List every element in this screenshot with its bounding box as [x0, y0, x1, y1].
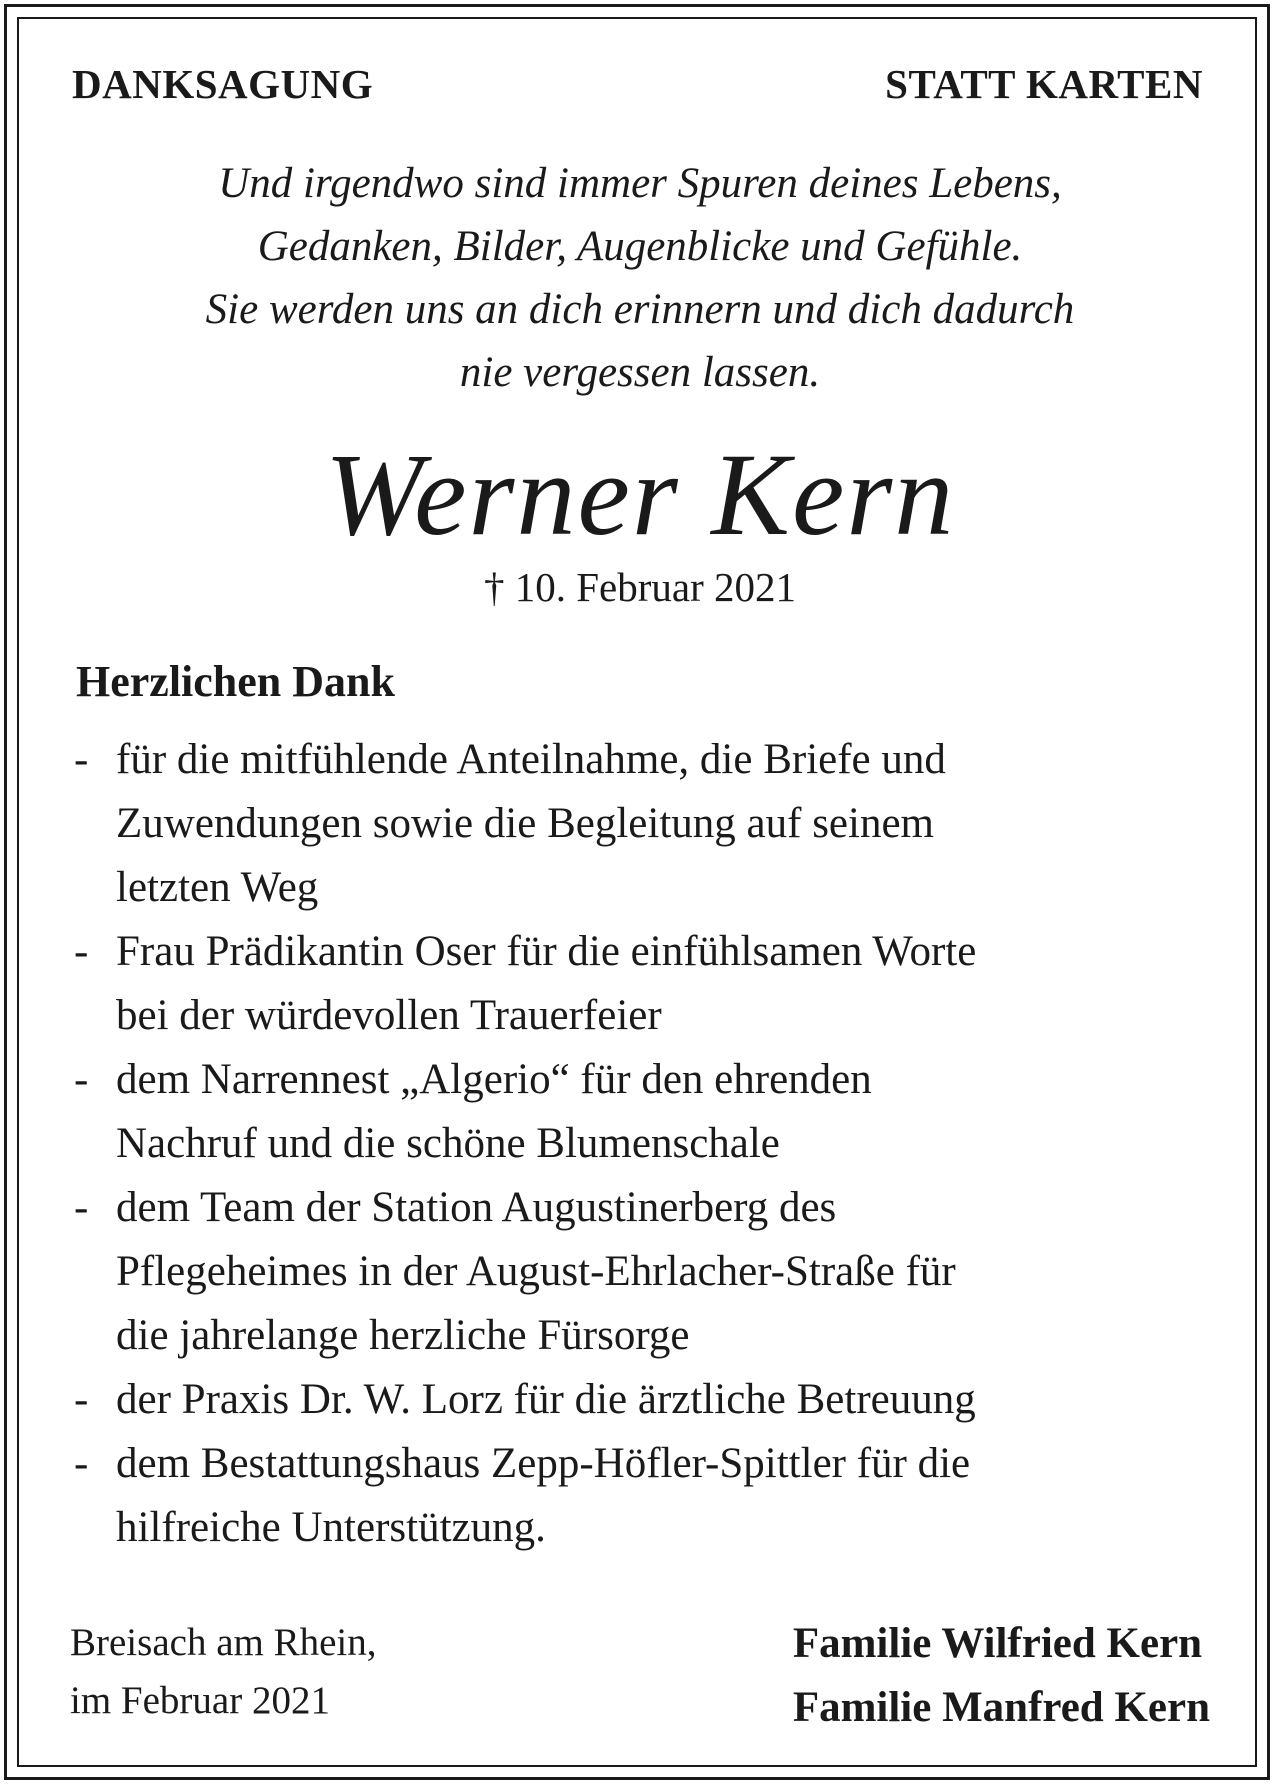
- bullet-dash: -: [74, 1056, 89, 1103]
- signature-line: Familie Manfred Kern: [792, 1684, 1210, 1731]
- thanks-item: [74, 1048, 1214, 1176]
- poem-line: Und irgendwo sind immer Spuren deines Lebens,: [218, 160, 1062, 207]
- bullet-dash: -: [74, 736, 89, 783]
- deceased-name: Werner Kern: [324, 429, 956, 560]
- thanks-item-line: der Praxis Dr. W. Lorz für die ärztliche Betreuung: [116, 1376, 976, 1423]
- thanks-item: [74, 1368, 1214, 1432]
- thanks-list: [74, 728, 1214, 1560]
- thanks-item-line: hilfreiche Unterstützung.: [116, 1504, 546, 1551]
- bullet-dash: -: [74, 928, 89, 975]
- thanks-item-line: Nachruf und die schöne Blumenschale: [116, 1120, 780, 1167]
- bullet-dash: -: [74, 1184, 89, 1231]
- poem-line: Gedanken, Bilder, Augenblicke und Gefühle.: [257, 223, 1023, 270]
- thanks-item: [74, 920, 1214, 1048]
- signature-line: Familie Wilfried Kern: [792, 1620, 1203, 1667]
- header-danksagung: DANKSAGUNG: [72, 61, 374, 107]
- thanks-item-line: dem Narrennest „Algerio“ für den ehrenden: [116, 1056, 872, 1103]
- bullet-dash: -: [74, 1440, 89, 1487]
- date-line: im Februar 2021: [70, 1679, 330, 1722]
- thanks-item-line: die jahrelange herzliche Fürsorge: [116, 1312, 690, 1359]
- thanks-item-line: dem Team der Station Augustinerberg des: [116, 1184, 837, 1231]
- thanks-item-line: für die mitfühlende Anteilnahme, die Briefe und: [116, 736, 946, 783]
- thanks-item: [74, 1176, 1214, 1368]
- poem-line: Sie werden uns an dich erinnern und dich dadurch: [205, 286, 1075, 333]
- place-date: [70, 1614, 377, 1730]
- death-date: † 10. Februar 2021: [483, 564, 796, 610]
- header-statt-karten: STATT KARTEN: [885, 61, 1203, 107]
- thanks-item-line: dem Bestattungshaus Zepp-Höfler-Spittler für die: [116, 1440, 971, 1487]
- bullet-dash: -: [74, 1376, 89, 1423]
- thanks-item-line: Pflegeheimes in der August-Ehrlacher-Straße für: [116, 1248, 956, 1295]
- thanks-item-line: letzten Weg: [116, 864, 319, 911]
- poem-line: nie vergessen lassen.: [459, 349, 821, 396]
- thanks-item: [74, 728, 1214, 920]
- poem: [0, 152, 1280, 404]
- thanks-item-line: bei der würdevollen Trauerfeier: [116, 992, 662, 1039]
- thanks-item-line: Frau Prädikantin Oser für die einfühlsamen Worte: [116, 928, 977, 975]
- place-line: Breisach am Rhein,: [70, 1621, 377, 1664]
- thanks-item-line: Zuwendungen sowie die Begleitung auf seinem: [116, 800, 934, 847]
- thanks-item: [74, 1432, 1214, 1560]
- thanks-heading: Herzlichen Dank: [76, 657, 395, 706]
- signatures: [793, 1612, 1210, 1740]
